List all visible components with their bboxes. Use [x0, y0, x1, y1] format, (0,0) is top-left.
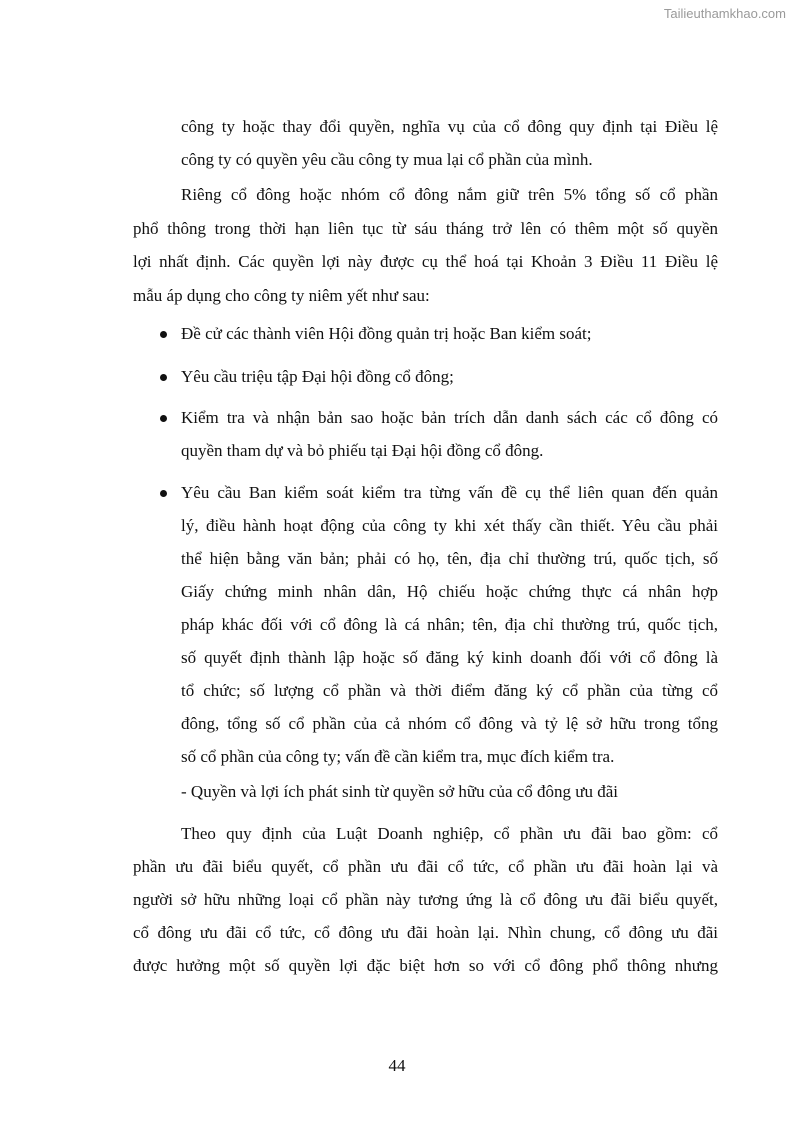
text-line: Theo quy định của Luật Doanh nghiệp, cổ phần ưu đãi bao gồm: cổ: [181, 824, 718, 843]
bullet-text: Yêu cầu triệu tập Đại hội đồng cổ đông;: [181, 367, 454, 386]
bullet-text: Kiểm tra và nhận bản sao hoặc bản trích dẫn danh sách các cổ đông có: [181, 408, 718, 427]
page-number: 44: [388, 1056, 406, 1075]
text-line: Riêng cổ đông hoặc nhóm cổ đông nắm giữ trên 5% tổng số cổ phần: [181, 185, 718, 204]
bullet-text: Đề cử các thành viên Hội đồng quản trị hoặc Ban kiểm soát;: [181, 324, 592, 343]
bullet-text: Giấy chứng minh nhân dân, Hộ chiếu hoặc chứng thực cá nhân hợp: [181, 582, 718, 601]
bullet-icon: [160, 331, 167, 338]
section-subheading: - Quyền và lợi ích phát sinh từ quyền sở hữu của cổ đông ưu đãi: [181, 782, 619, 801]
bullet-text: số quyết định thành lập hoặc số đăng ký kinh doanh đối với cổ đông là: [181, 648, 718, 667]
text-line: công ty có quyền yêu cầu công ty mua lại cổ phần của mình.: [181, 150, 593, 169]
bullet-text: thể hiện bằng văn bản; phải có họ, tên, địa chỉ thường trú, quốc tịch, số: [181, 549, 718, 568]
text-line: được hưởng một số quyền lợi đặc biệt hơn so với cổ đông phổ thông nhưng: [133, 956, 718, 975]
watermark: Tailieuthamkhao.com: [663, 6, 786, 21]
text-line: mẫu áp dụng cho công ty niêm yết như sau:: [133, 286, 430, 305]
text-line: công ty hoặc thay đổi quyền, nghĩa vụ của cổ đông quy định tại Điều lệ: [181, 117, 718, 136]
bullet-icon: [160, 490, 167, 497]
bullet-text: đông, tổng số cổ phần của cả nhóm cổ đông và tỷ lệ sở hữu trong tổng: [181, 714, 718, 733]
bullet-text: Yêu cầu Ban kiểm soát kiểm tra từng vấn đề cụ thể liên quan đến quản: [181, 483, 718, 502]
bullet-text: lý, điều hành hoạt động của công ty khi xét thấy cần thiết. Yêu cầu phải: [181, 516, 718, 535]
bullet-icon: [160, 415, 167, 422]
bullet-text: quyền tham dự và bỏ phiếu tại Đại hội đồng cổ đông.: [181, 441, 544, 460]
bullet-text: số cổ phần của công ty; vấn đề cần kiểm tra, mục đích kiểm tra.: [181, 747, 615, 766]
text-line: người sở hữu những loại cổ phần này tương ứng là cổ đông ưu đãi biểu quyết,: [133, 890, 718, 909]
text-line: phổ thông trong thời hạn liên tục từ sáu tháng trở lên có thêm một số quyền: [133, 219, 718, 238]
text-line: phần ưu đãi biểu quyết, cổ phần ưu đãi cổ tức, cổ phần ưu đãi hoàn lại và: [133, 857, 718, 876]
bullet-text: tổ chức; số lượng cổ phần và thời điểm đăng ký cổ phần của từng cổ: [181, 681, 718, 700]
text-line: lợi nhất định. Các quyền lợi này được cụ thể hoá tại Khoản 3 Điều 11 Điều lệ: [133, 252, 718, 271]
bullet-text: pháp khác đối với cổ đông là cá nhân; tên, địa chỉ thường trú, quốc tịch,: [181, 615, 718, 634]
text-line: cổ đông ưu đãi cổ tức, cổ đông ưu đãi hoàn lại. Nhìn chung, cổ đông ưu đãi: [133, 923, 718, 942]
bullet-icon: [160, 374, 167, 381]
